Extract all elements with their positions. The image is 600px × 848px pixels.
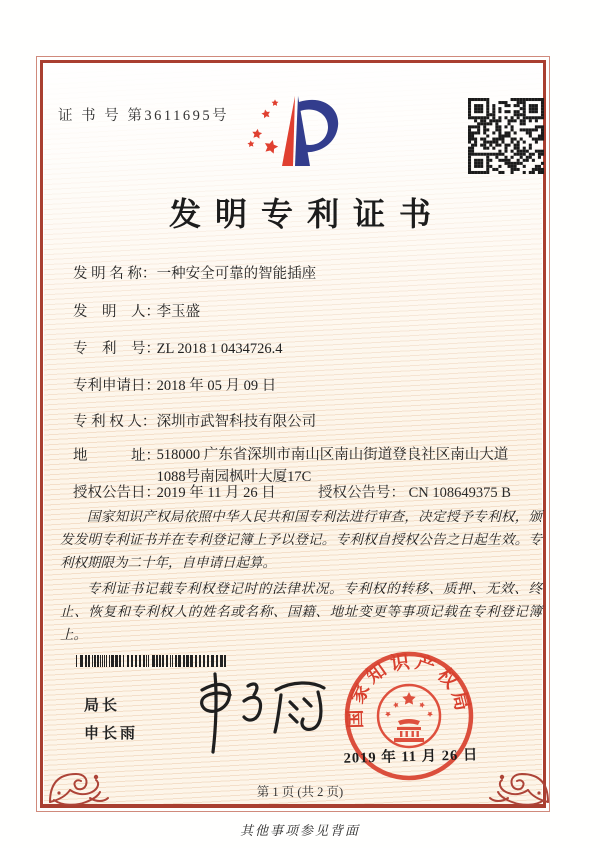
field-invention-title: [73, 262, 316, 283]
field-label: 专 利 权 人：: [73, 414, 157, 430]
field-patentee: [73, 410, 316, 431]
page-indicator: 第 1 页 (共 2 页): [256, 785, 344, 799]
field-value: 一种安全可靠的智能插座: [156, 266, 317, 282]
legal-paragraph: 国家知识产权局依照中华人民共和国专利法进行审查，决定授予专利权，颁发发明专利证书并在专利登记簿上予以登记。专利权自授权公告之日起生效。专利权期限为二十年，自申请日起算。: [60, 509, 542, 571]
field-label: 发 明 人：: [73, 304, 160, 320]
certificate-number: 证 书 号 第3611695号: [58, 108, 230, 124]
svg-text:国家知识产权局: [344, 650, 474, 729]
field-label: 专 利 号：: [73, 341, 160, 357]
seal-ring-text: 国家知识产权局: [345, 651, 474, 729]
field-label: 授权公告日：: [73, 485, 160, 501]
field-patent-number: [73, 337, 283, 358]
barcode: [76, 655, 228, 667]
field-value: 518000 广东省深圳市南山区南山街道登良社区南山大道1088号南园枫叶大厦17C: [156, 447, 509, 486]
field-value: CN 108649375 B: [408, 485, 511, 501]
field-grant-date: [73, 481, 276, 502]
cnipa-logo-icon: [243, 94, 343, 174]
field-value: 2019 年 11 月 26 日: [156, 485, 276, 501]
seal-date: 2019 年 11 月 26 日: [343, 747, 479, 767]
field-label: 专利申请日：: [73, 378, 160, 394]
field-inventor: [73, 300, 200, 321]
director-signature: [180, 668, 330, 756]
field-label: 地 址：: [73, 448, 160, 464]
certificate-title: 发明专利证书: [168, 196, 445, 232]
national-emblem-icon: [378, 685, 440, 747]
field-value: 深圳市武智科技有限公司: [156, 414, 317, 430]
back-note: 其他事项参见背面: [239, 823, 360, 838]
director-name: 申长雨: [84, 725, 139, 742]
field-application-date: [73, 374, 276, 395]
field-value: 李玉盛: [156, 304, 201, 320]
field-label: 授权公告号：: [318, 485, 405, 501]
field-value: 2018 年 05 月 09 日: [156, 378, 277, 394]
field-value: ZL 2018 1 0434726.4: [156, 341, 283, 357]
field-grant-number: [318, 481, 511, 502]
qr-code: [468, 98, 544, 174]
legal-paragraph: 专利证书记载专利权登记时的法律状况。专利权的转移、质押、无效、终止、恢复和专利权人的姓名或名称、国籍、地址变更等事项记载在专利登记簿上。: [60, 580, 542, 643]
field-label: 发 明 名 称：: [73, 266, 157, 282]
legal-text: [60, 505, 542, 648]
director-title: 局长: [84, 697, 121, 714]
